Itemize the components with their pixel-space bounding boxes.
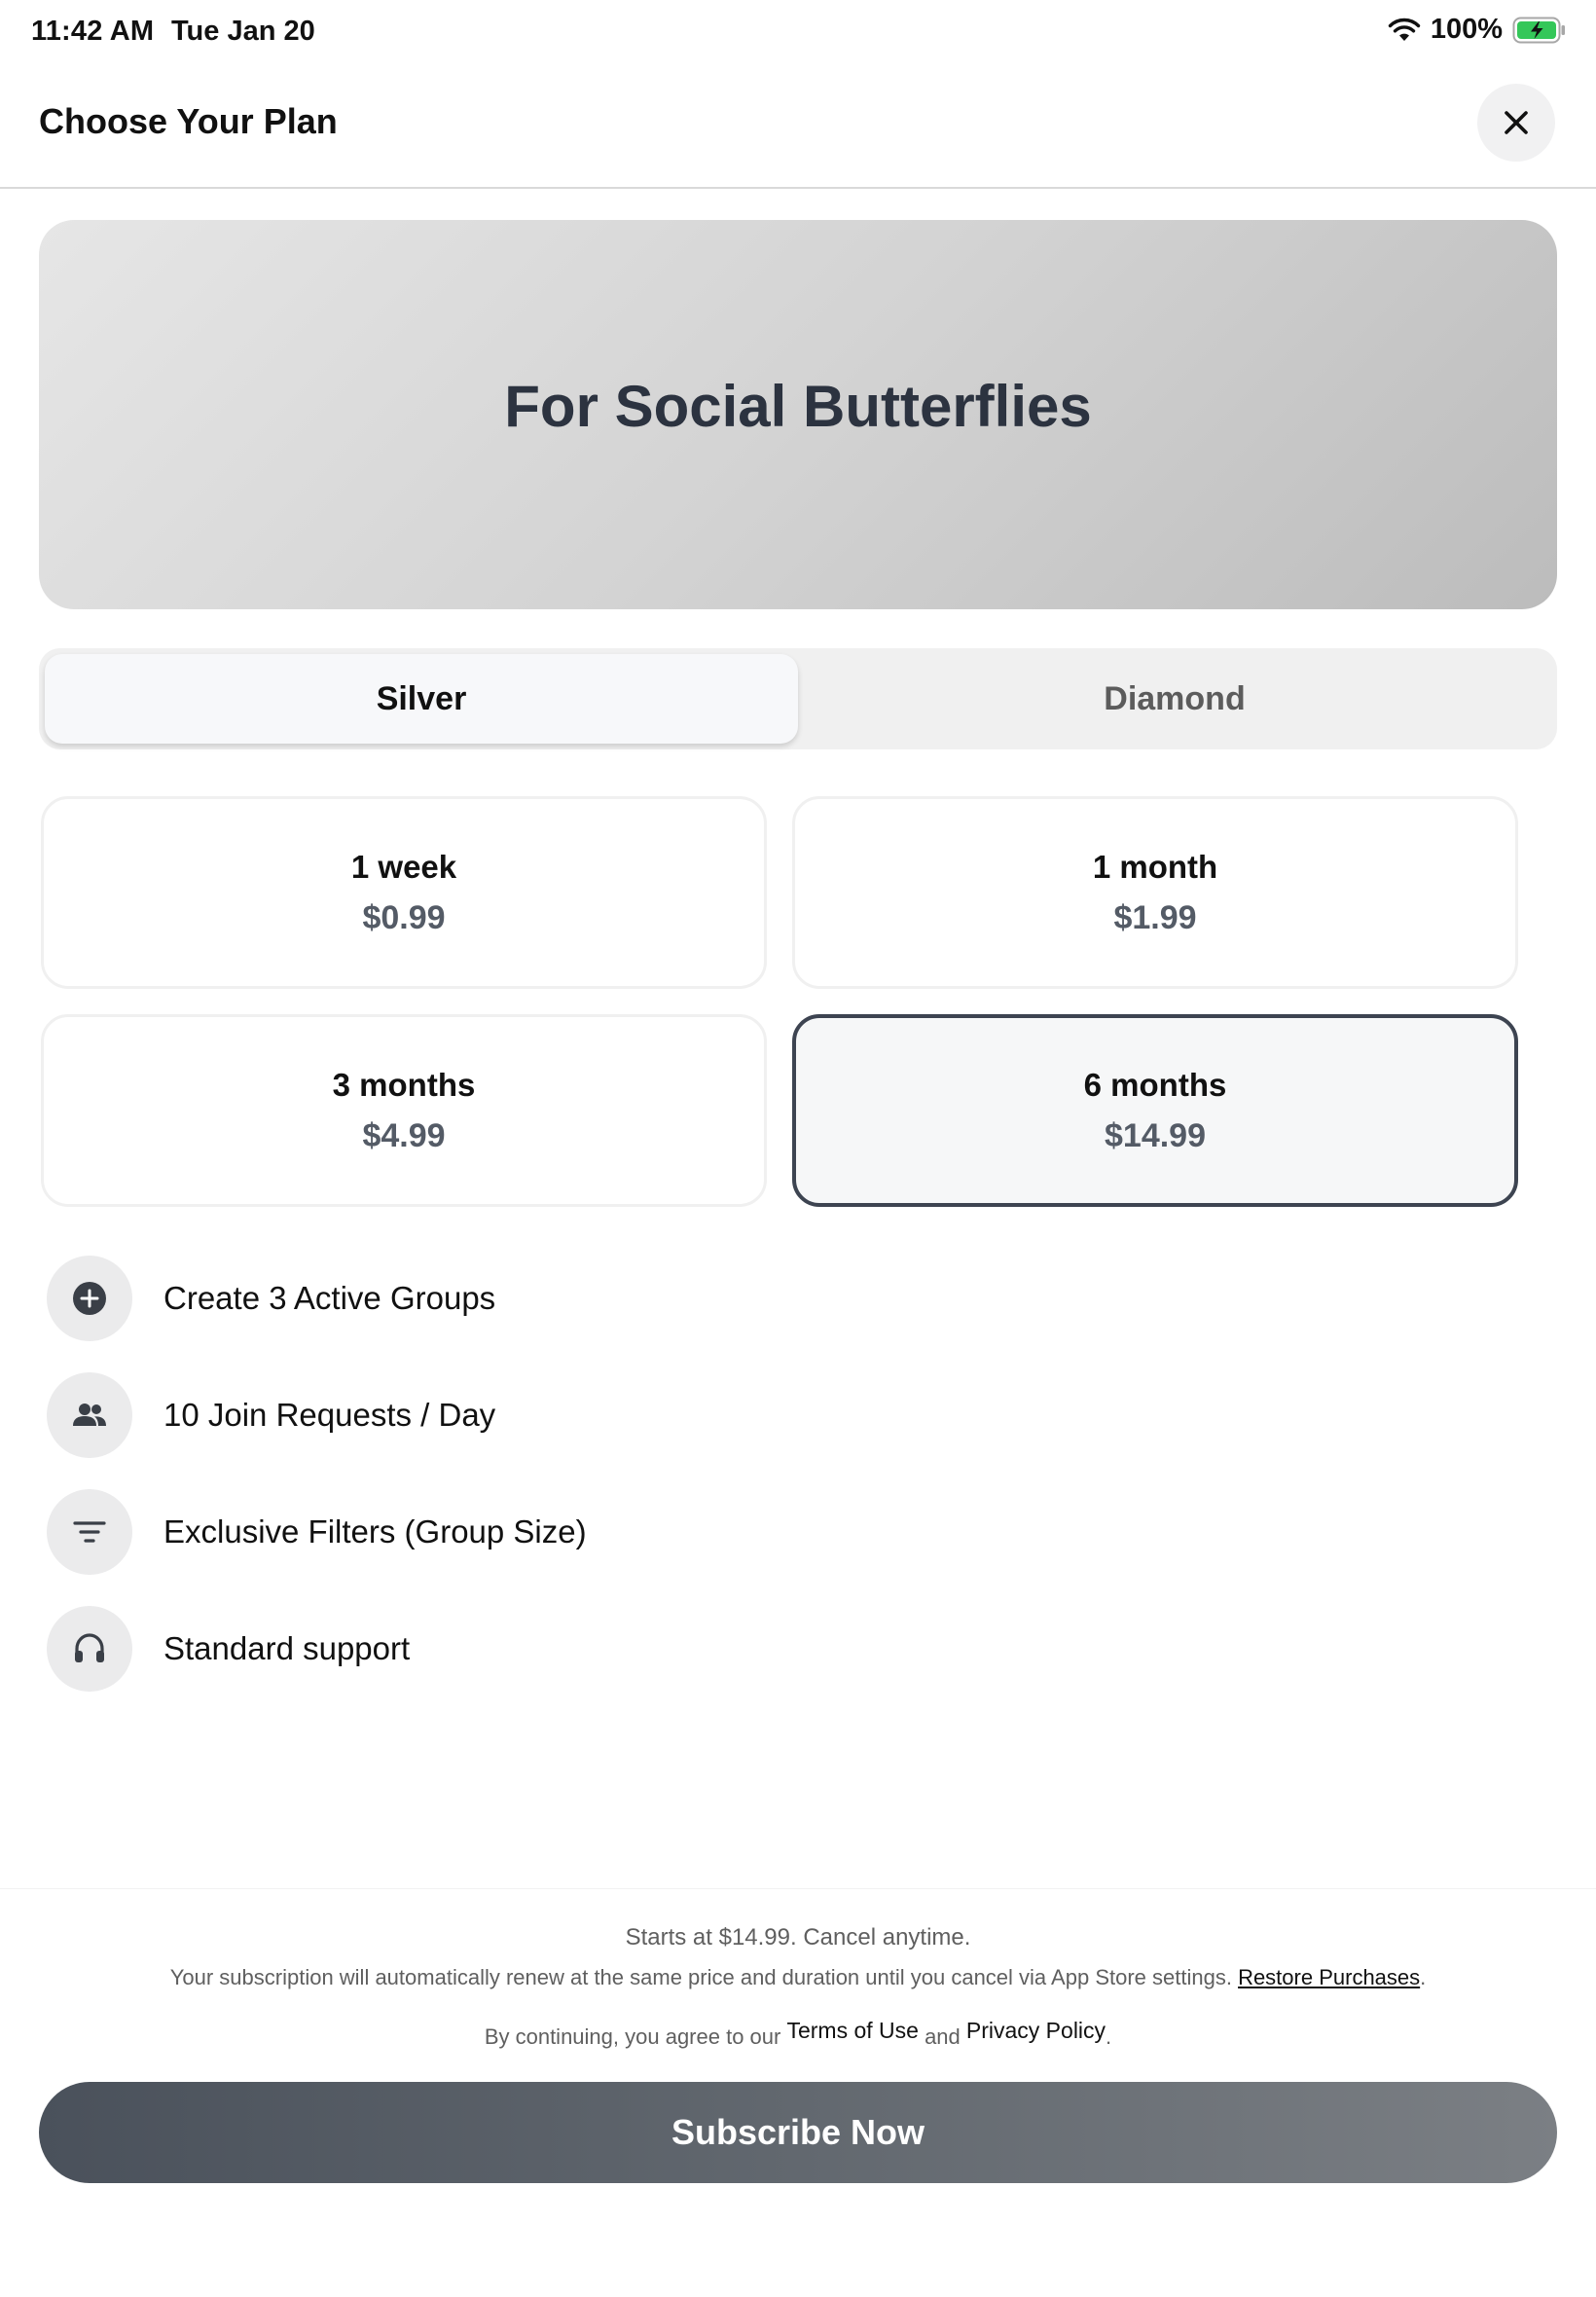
restore-purchases-link[interactable]: Restore Purchases [1238,1965,1421,1989]
status-bar [0,0,1596,62]
filter-icon [71,1513,108,1550]
hero-title: For Social Butterflies [504,373,1092,439]
plus-circle-icon [71,1280,108,1317]
wifi-icon [1388,18,1421,43]
agree-text: By continuing, you agree to our [484,2024,787,2049]
and-text: and [918,2024,966,2049]
feature-label: 10 Join Requests / Day [163,1397,496,1433]
renewal-period: . [1420,1965,1427,1989]
status-date: Tue Jan 20 [171,16,315,47]
plan-card-1-week[interactable] [41,796,767,989]
close-icon [1502,108,1531,137]
feature-label: Exclusive Filters (Group Size) [163,1513,587,1550]
feature-label: Create 3 Active Groups [163,1280,496,1316]
feature-label: Standard support [163,1630,411,1666]
subscribe-button[interactable]: Subscribe Now [39,2082,1557,2183]
tab-silver[interactable]: Silver [45,654,798,744]
header [0,62,1596,189]
battery-charging-icon [1512,17,1567,44]
renewal-text: Your subscription will automatically renew at the same price and duration until you cancel via App Store settings. [169,1965,1239,1989]
feature-item [47,1372,495,1458]
status-indicators [1388,14,1567,46]
agree-period: . [1106,2024,1112,2049]
plan-duration: 6 months [1083,1066,1227,1103]
footer [0,1888,1596,2297]
plan-price: $14.99 [1105,1116,1206,1154]
status-time: 11:42 AM [31,16,155,47]
feature-icon-badge [47,1489,132,1575]
battery-percent: 100% [1430,14,1503,45]
feature-icon-badge [47,1372,132,1458]
tier-segmented-control [39,648,1557,749]
close-button[interactable] [1477,84,1555,162]
renewal-notice [0,1965,1596,1990]
plan-card-6-months[interactable] [792,1014,1518,1207]
feature-item [47,1606,410,1692]
plan-price: $1.99 [1113,898,1197,936]
feature-item [47,1489,587,1575]
feature-item [47,1256,495,1341]
plan-card-1-month[interactable] [792,796,1518,989]
plan-card-3-months[interactable] [41,1014,767,1207]
feature-icon-badge [47,1256,132,1341]
feature-icon-badge [47,1606,132,1692]
people-icon [71,1397,108,1434]
terms-of-use-link[interactable]: Terms of Use [786,2018,919,2043]
page-title: Choose Your Plan [39,101,338,141]
plan-price: $0.99 [362,898,446,936]
plan-price: $4.99 [362,1116,446,1154]
hero-banner [39,220,1557,609]
plan-duration: 1 month [1092,848,1218,885]
privacy-policy-link[interactable]: Privacy Policy [965,2018,1106,2043]
legal-notice [0,2018,1596,2050]
headphones-icon [71,1630,108,1667]
tab-diamond[interactable]: Diamond [1104,679,1246,717]
plan-duration: 1 week [350,848,457,885]
plan-duration: 3 months [332,1066,476,1103]
pricing-summary: Starts at $14.99. Cancel anytime. [625,1924,971,1951]
